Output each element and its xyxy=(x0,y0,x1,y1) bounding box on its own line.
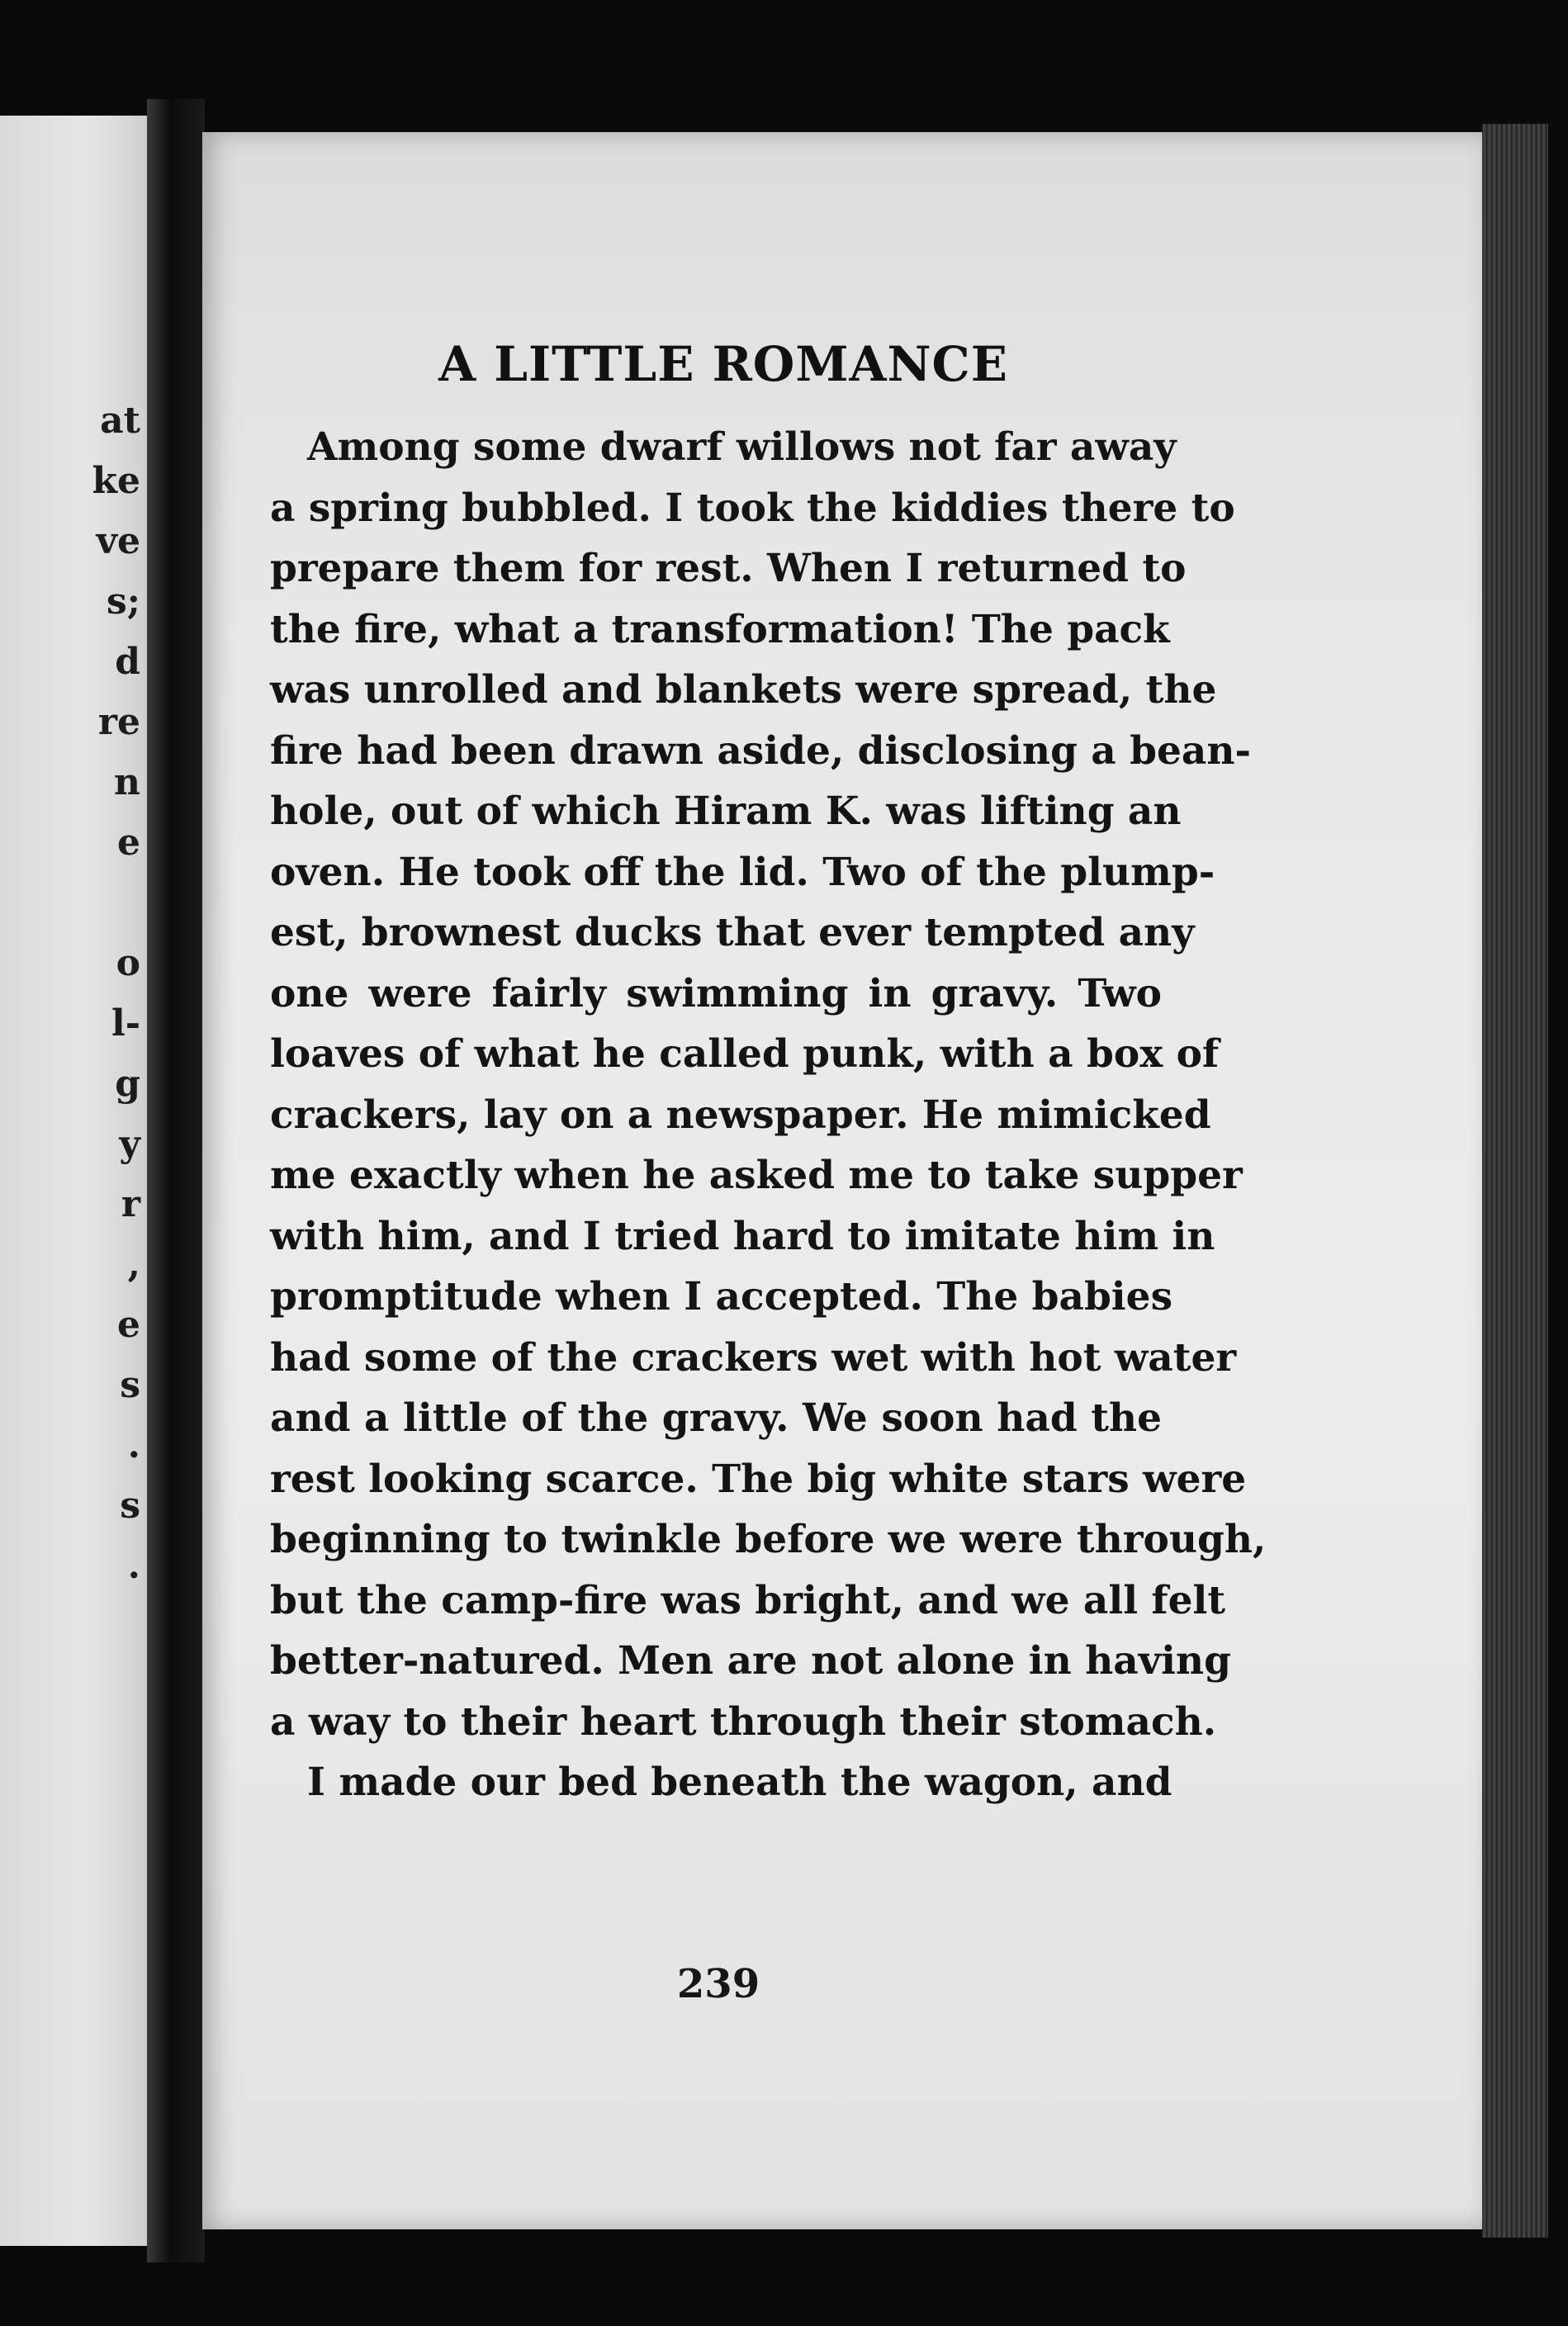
prev-fragment: e xyxy=(117,822,140,864)
text-line: a way to their heart through their stomach. xyxy=(270,1698,1217,1745)
text-line: but the camp-fire was bright, and we all felt xyxy=(270,1577,1226,1623)
prev-fragment: s xyxy=(120,1364,140,1406)
text-line: oven. He took off the lid. Two of the plump- xyxy=(270,849,1215,895)
prev-fragment: , xyxy=(127,1244,140,1286)
book-page xyxy=(202,132,1482,2229)
prev-fragment: e xyxy=(117,1304,140,1346)
text-line: had some of the crackers wet with hot water xyxy=(270,1334,1237,1381)
prev-fragment: d xyxy=(115,641,140,683)
prev-fragment: ve xyxy=(96,520,140,562)
running-head: A LITTLE ROMANCE xyxy=(438,336,1008,392)
prev-fragment: . xyxy=(127,1424,140,1466)
prev-fragment: y xyxy=(119,1123,140,1165)
text-line: Among some dwarf willows not far away xyxy=(307,424,1177,470)
text-line: promptitude when I accepted. The babies xyxy=(270,1274,1173,1319)
prev-fragment: s xyxy=(120,1485,140,1527)
text-line: I made our bed beneath the wagon, and xyxy=(307,1760,1172,1805)
prev-fragment: r xyxy=(121,1183,140,1225)
text-line: est, brownest ducks that ever tempted any xyxy=(270,910,1195,955)
page-edge-stack xyxy=(1482,124,1548,2238)
text-line: one were fairly swimming in gravy. Two xyxy=(270,970,1162,1016)
text-line: and a little of the gravy. We soon had the xyxy=(270,1395,1162,1441)
book-gutter xyxy=(147,99,205,2262)
text-line: prepare them for rest. When I returned to xyxy=(270,546,1187,591)
text-line: loaves of what he called punk, with a box of xyxy=(270,1031,1220,1077)
prev-fragment: s; xyxy=(106,580,140,623)
text-line: me exactly when he asked me to take supper xyxy=(270,1153,1243,1198)
text-line: better-natured. Men are not alone in having xyxy=(270,1638,1231,1684)
previous-page-edge xyxy=(0,116,147,2246)
prev-fragment: re xyxy=(97,701,140,743)
text-line: with him, and I tried hard to imitate him in xyxy=(270,1213,1215,1259)
prev-fragment: o xyxy=(116,942,140,984)
prev-fragment: g xyxy=(115,1063,140,1105)
text-line: beginning to twinkle before we were through, xyxy=(270,1517,1267,1562)
page-number: 239 xyxy=(676,1961,760,2007)
text-line: was unrolled and blankets were spread, the xyxy=(270,667,1217,713)
text-line: a spring bubbled. I took the kiddies there to xyxy=(270,485,1235,531)
prev-fragment: ke xyxy=(92,460,140,502)
text-line: hole, out of which Hiram K. was lifting an xyxy=(270,789,1182,834)
text-line: crackers, lay on a newspaper. He mimicked xyxy=(270,1092,1211,1138)
prev-fragment: l- xyxy=(111,1002,140,1045)
body-text xyxy=(270,417,1267,1813)
text-line: rest looking scarce. The big white stars were xyxy=(270,1456,1247,1502)
prev-fragment: n xyxy=(114,761,140,803)
prev-fragment: at xyxy=(100,400,140,442)
text-line: fire had been drawn aside, disclosing a bean- xyxy=(270,727,1252,774)
text-line: the fire, what a transformation! The pack xyxy=(270,606,1170,652)
prev-fragment: . xyxy=(127,1545,140,1587)
